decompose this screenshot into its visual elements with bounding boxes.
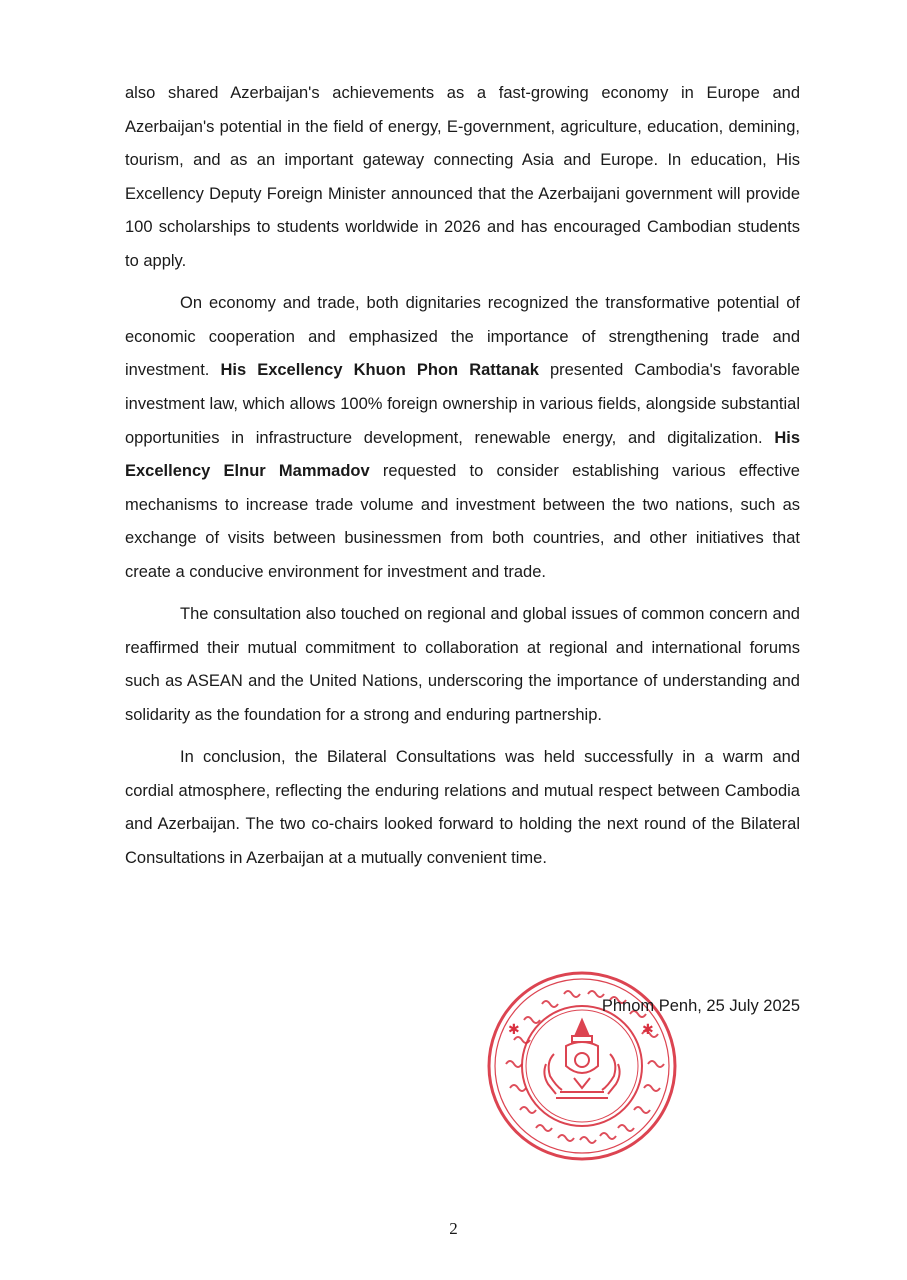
- paragraph-1: [125, 77, 800, 279]
- paragraph-text: The consultation also touched on regional and global issues of common concern and reaffirmed their mutual commitment to collaboration at regional and international forums such as ASEAN and the United Nations, underscoring the importance of understanding and solidarity as the foundation for a strong and enduring partnership.: [125, 605, 800, 724]
- page-number: 2: [449, 1219, 458, 1238]
- paragraph-text: requested to consider establishing various effective mechanisms to increase trade volume and investment between the two nations, such as exchange of visits between businessmen from both countries, and other initiatives that create a conducive environment for investment and trade.: [125, 462, 800, 581]
- document-body: [125, 77, 800, 884]
- svg-text:✱: ✱: [642, 1022, 654, 1038]
- paragraph-text: On economy and trade, both dignitaries recognized the transformative potential of economic cooperation and emphasized the importance of strengthening trade and investment.: [125, 294, 800, 380]
- paragraph-3: [125, 598, 800, 732]
- dignitary-name: His Excellency Khuon Phon Rattanak: [220, 361, 539, 380]
- paragraph-4: [125, 741, 800, 875]
- dignitary-name: His Excellency Elnur Mammadov: [125, 428, 800, 481]
- paragraph-2: [125, 287, 800, 589]
- paragraph-text: presented Cambodia's favorable investment law, which allows 100% foreign ownership in various fields, alongside substantial opportunities in infrastructure development, renewable energy, and digitalization.: [125, 361, 800, 447]
- place-date: Phnom Penh, 25 July 2025: [601, 997, 800, 1015]
- paragraph-text: also shared Azerbaijan's achievements as a fast-growing economy in Europe and Azerbaijan's potential in the field of energy, E-government, agriculture, education, demining, tourism, and as an important gateway connecting Asia and Europe. In education, His Excellency Deputy Foreign Minister announced that the Azerbaijani government will provide 100 scholarships to students worldwide in 2026 and has encouraged Cambodian students to apply.: [125, 84, 800, 270]
- paragraph-text: In conclusion, the Bilateral Consultations was held successfully in a warm and cordial atmosphere, reflecting the enduring relations and mutual respect between Cambodia and Azerbaijan. The two co-chairs looked forward to holding the next round of the Bilateral Consultations in Azerbaijan at a mutually convenient time.: [125, 748, 800, 867]
- svg-text:✱: ✱: [508, 1022, 520, 1038]
